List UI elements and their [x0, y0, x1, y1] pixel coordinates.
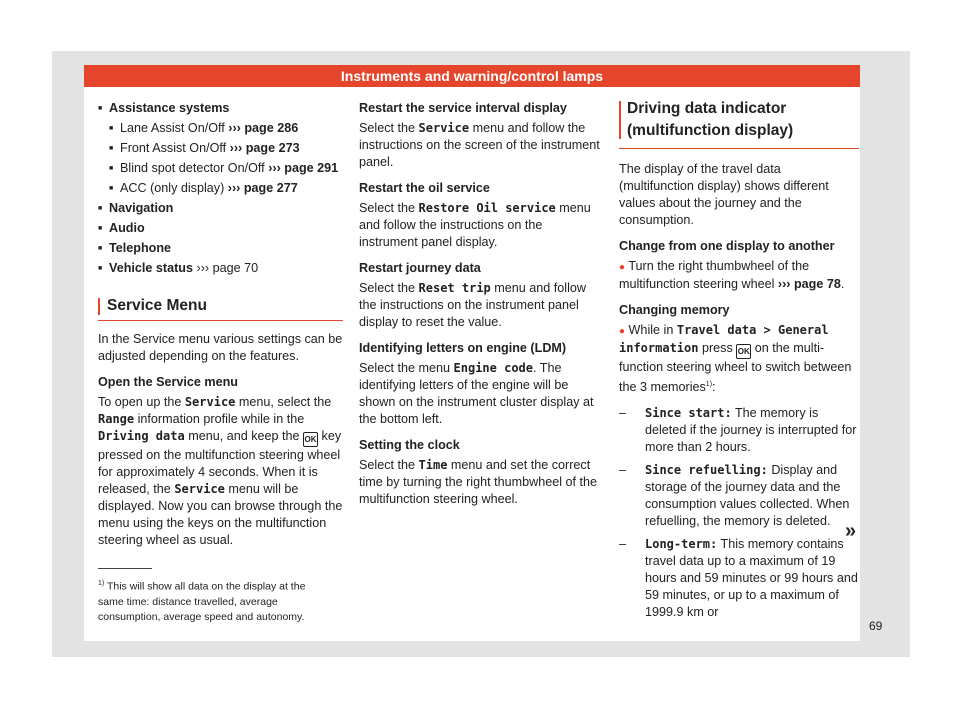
- page-link[interactable]: ››› page 291: [268, 161, 339, 175]
- left-column: [98, 100, 343, 558]
- section-heading: Driving data indicator (multifunction display): [619, 98, 859, 149]
- subheading: Restart the service interval display: [359, 101, 567, 115]
- ok-key-icon: OK: [303, 432, 318, 447]
- paragraph: Select the Reset trip menu and follow the instructions on the instrument panel display to reset the value.: [359, 281, 586, 329]
- list-item: ■ Audio: [98, 220, 343, 237]
- paragraph: ● While in Travel data > General information press OK on the multi-function steering wheel to switch between the 3 memories$^{1)}$:: [619, 323, 852, 395]
- paragraph: In the Service menu various settings can be adjusted depending on the features.: [98, 332, 343, 363]
- section-heading-wrap: [98, 297, 343, 321]
- paragraph: Select the menu Engine code. The identifying letters of the engine will be shown on the instrument cluster display at the bottom left.: [359, 361, 594, 426]
- list-item: ■ Assistance systems: [98, 100, 343, 117]
- footnote-rule: [98, 568, 152, 569]
- paragraph: Select the Service menu and follow the instructions on the screen of the instrument panel.: [359, 121, 600, 169]
- list-item: ■ Front Assist On/Off ››› page 273: [109, 140, 343, 157]
- page-link[interactable]: ››› page 277: [227, 181, 298, 195]
- list-item: ■ Vehicle status ››› page 70: [98, 260, 343, 277]
- continue-icon: »: [845, 520, 857, 542]
- subheading: Restart the oil service: [359, 181, 490, 195]
- subheading: Setting the clock: [359, 438, 460, 452]
- list-item: ■ Lane Assist On/Off ››› page 286: [109, 120, 343, 137]
- middle-column: [359, 100, 601, 517]
- page-header: Instruments and warning/control lamps: [84, 65, 860, 87]
- page-link[interactable]: ››› page 78: [777, 277, 841, 291]
- page-link[interactable]: ››› page 70: [196, 261, 259, 275]
- page-link[interactable]: ››› page 273: [229, 141, 300, 155]
- paragraph: Select the Time menu and set the correct time by turning the right thumbwheel of the multifunction steering wheel.: [359, 458, 598, 506]
- paragraph: The display of the travel data (multifunction display) shows different values about the journey and the consumption.: [619, 162, 829, 227]
- paragraph: To open up the Service menu, select the Range information profile while in the Driving data menu, and keep the OK key pressed on the multifunction steering wheel for approximately 4 seconds. When it is released, the Service menu will be displayed. Now you can browse through the menu using the keys on the multifunction steering wheel as usual.: [98, 395, 343, 547]
- subheading: Change from one display to another: [619, 239, 835, 253]
- subheading: Open the Service menu: [98, 375, 238, 389]
- bullet-icon: ●: [619, 326, 626, 337]
- list-item: – Long-term: This memory contains travel data up to a maximum of 19 hours and 59 minutes or 99 hours and 59 minutes, or up to a maximum of 1999.9 km or: [619, 537, 858, 620]
- list-item: ■ ACC (only display) ››› page 277: [109, 180, 343, 197]
- list-item: – Since start: The memory is deleted if the journey is interrupted for more than 2 hours.: [619, 406, 857, 455]
- right-column: [619, 98, 859, 627]
- list-item: – Since refuelling: Display and storage of the journey data and the consumption values collected. When refuelling, the memory is deleted.: [619, 463, 850, 529]
- paragraph: Select the Restore Oil service menu and follow the instructions on the instrument panel display.: [359, 201, 591, 249]
- list-item: ■ Blind spot detector On/Off ››› page 291: [109, 160, 343, 177]
- paragraph: ● Turn the right thumbwheel of the multifunction steering wheel ››› page 78.: [619, 259, 845, 291]
- subheading: Identifying letters on engine (LDM): [359, 341, 567, 355]
- footnote: $^{1)}$ This will show all data on the display at the same time: distance travelled, average consumption, average speed and autonomy.: [98, 580, 306, 623]
- bullet-icon: ●: [619, 262, 626, 273]
- page-link[interactable]: ››› page 286: [228, 121, 299, 135]
- list-item: ■ Telephone: [98, 240, 343, 257]
- section-heading: Service Menu: [98, 297, 343, 314]
- page-number: 69: [869, 619, 883, 633]
- ok-key-icon: OK: [736, 344, 751, 359]
- subheading: Changing memory: [619, 303, 730, 317]
- subheading: Restart journey data: [359, 261, 481, 275]
- list-item: ■ Navigation: [98, 200, 343, 217]
